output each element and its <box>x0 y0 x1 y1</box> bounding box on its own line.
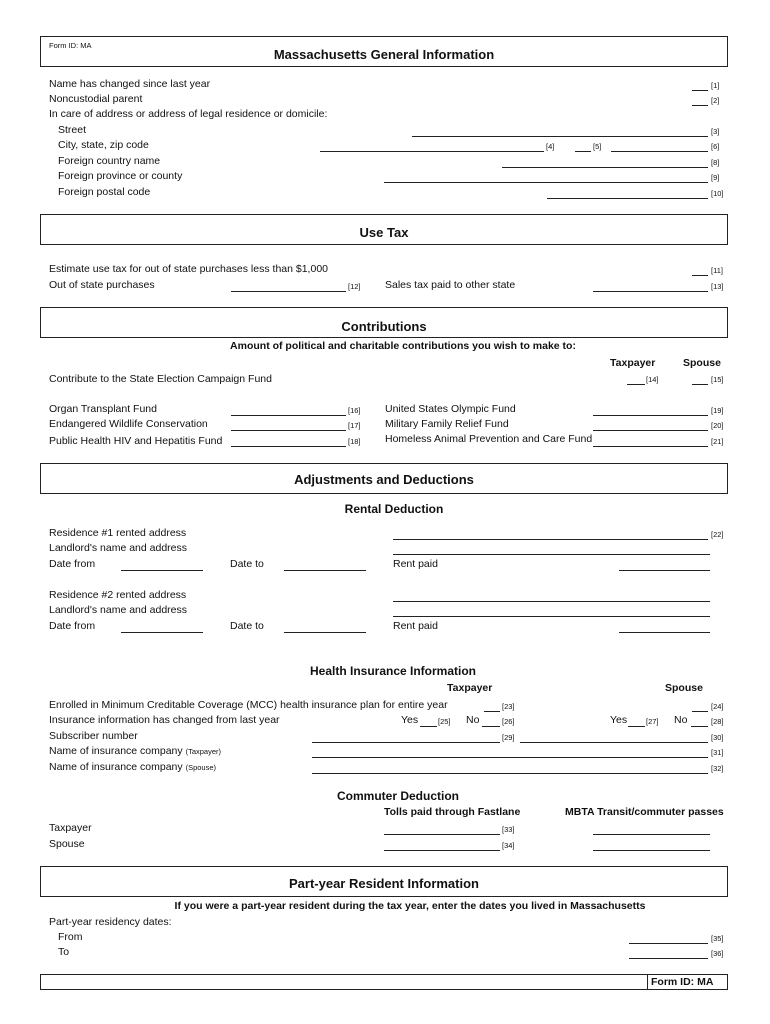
field-foreign-country[interactable] <box>502 167 708 168</box>
field-subscriber-spouse[interactable] <box>520 742 708 743</box>
label-date-from-2: Date from <box>49 620 96 632</box>
ref: [34] <box>502 841 515 850</box>
ref: [15] <box>711 375 724 384</box>
ref: [19] <box>711 406 724 415</box>
adjustments-title: Adjustments and Deductions <box>294 472 474 487</box>
label-foreign-province: Foreign province or county <box>58 170 183 182</box>
field-city[interactable] <box>320 151 544 152</box>
ref: [18] <box>348 437 361 446</box>
ref: [10] <box>711 189 724 198</box>
ref: [8] <box>711 158 720 167</box>
ref: [24] <box>711 702 724 711</box>
ref: [4] <box>546 142 555 151</box>
col-taxpayer: Taxpayer <box>610 357 656 369</box>
ref: [22] <box>711 530 724 539</box>
ref: [23] <box>502 702 515 711</box>
field-foreign-province[interactable] <box>384 182 708 183</box>
field-foreign-postal[interactable] <box>547 198 708 199</box>
contributions-subtitle: Amount of political and charitable contributions you wish to make to: <box>230 340 576 352</box>
label-hiv: Public Health HIV and Hepatitis Fund <box>49 435 223 447</box>
field-yes-spouse[interactable] <box>628 726 645 727</box>
label-sales-tax-paid: Sales tax paid to other state <box>385 279 516 291</box>
ref: [5] <box>593 142 602 151</box>
company-label: Name of insurance company <box>49 745 183 757</box>
field-landlord-1[interactable] <box>393 554 710 555</box>
field-landlord-2[interactable] <box>393 616 710 617</box>
page-title: Massachusetts General Information <box>273 47 495 62</box>
ref: [17] <box>348 421 361 430</box>
field-date-from-2[interactable] <box>121 632 203 633</box>
ref: [26] <box>502 717 515 726</box>
field-rent-paid-2[interactable] <box>619 632 710 633</box>
field-animal[interactable] <box>593 446 708 447</box>
field-noncustodial[interactable] <box>692 105 708 106</box>
health-col-taxpayer: Taxpayer <box>447 682 493 694</box>
field-date-from-1[interactable] <box>121 570 203 571</box>
rental-title: Rental Deduction <box>344 502 444 516</box>
footer-box <box>40 974 728 990</box>
field-hiv[interactable] <box>231 446 346 447</box>
label-election-fund: Contribute to the State Election Campaign Fund <box>49 373 272 385</box>
field-sales-tax-paid[interactable] <box>593 291 708 292</box>
field-tolls-spouse[interactable] <box>384 850 500 851</box>
label-name-changed: Name has changed since last year <box>49 78 211 90</box>
col-tolls: Tolls paid through Fastlane <box>384 806 521 818</box>
label-part-year-dates: Part-year residency dates: <box>49 916 172 928</box>
field-tolls-taxpayer[interactable] <box>384 834 500 835</box>
label-date-from-1: Date from <box>49 558 96 570</box>
label-res1: Residence #1 rented address <box>49 527 187 539</box>
label-olympic: United States Olympic Fund <box>385 403 516 415</box>
label-landlord-1: Landlord's name and address <box>49 542 188 554</box>
label-enrolled: Enrolled in Minimum Creditable Coverage (MCC) health insurance plan for entire year <box>49 699 448 711</box>
ref: [16] <box>348 406 361 415</box>
field-rent-paid-1[interactable] <box>619 570 710 571</box>
ref: [30] <box>711 733 724 742</box>
field-part-year-from[interactable] <box>629 943 708 944</box>
field-company-spouse[interactable] <box>312 773 708 774</box>
col-mbta: MBTA Transit/commuter passes <box>565 806 724 818</box>
label-changed: Insurance information has changed from last year <box>49 714 280 726</box>
company-taxpayer-tag: (Taxpayer) <box>185 747 222 756</box>
label-commuter-taxpayer: Taxpayer <box>49 822 92 834</box>
field-zip[interactable] <box>611 151 708 152</box>
ref: [13] <box>711 282 724 291</box>
label-animal: Homeless Animal Prevention and Care Fund <box>385 433 593 445</box>
label-rent-paid-2: Rent paid <box>393 620 438 632</box>
label-commuter-spouse: Spouse <box>49 838 85 850</box>
ref: [27] <box>646 717 659 726</box>
field-out-of-state[interactable] <box>231 291 346 292</box>
label-military: Military Family Relief Fund <box>385 418 509 430</box>
label-company-spouse <box>49 761 216 773</box>
label-no-taxpayer: No <box>466 714 480 726</box>
ref: [14] <box>646 375 659 384</box>
label-date-to-2: Date to <box>230 620 264 632</box>
field-no-taxpayer[interactable] <box>482 726 500 727</box>
ref: [28] <box>711 717 724 726</box>
label-company-taxpayer <box>49 745 221 757</box>
field-part-year-to[interactable] <box>629 958 708 959</box>
field-no-spouse[interactable] <box>691 726 708 727</box>
ref: [31] <box>711 748 724 757</box>
commuter-title: Commuter Deduction <box>336 789 459 803</box>
footer-form-id: Form ID: MA <box>651 976 714 988</box>
part-year-subtitle: If you were a part-year resident during the tax year, enter the dates you lived in Massachusetts <box>174 900 646 912</box>
label-foreign-country: Foreign country name <box>58 155 161 167</box>
field-date-to-1[interactable] <box>284 570 366 571</box>
field-name-changed[interactable] <box>692 90 708 91</box>
label-landlord-2: Landlord's name and address <box>49 604 188 616</box>
label-from: From <box>58 931 83 943</box>
ref: [6] <box>711 142 720 151</box>
field-res2-address[interactable] <box>393 601 710 602</box>
label-date-to-1: Date to <box>230 558 264 570</box>
field-subscriber-taxpayer[interactable] <box>312 742 500 743</box>
ref: [9] <box>711 173 720 182</box>
ref: [21] <box>711 437 724 446</box>
label-foreign-postal: Foreign postal code <box>58 186 151 198</box>
label-city: City, state, zip code <box>58 139 149 151</box>
label-noncustodial: Noncustodial parent <box>49 93 143 105</box>
label-res2: Residence #2 rented address <box>49 589 187 601</box>
part-year-title: Part-year Resident Information <box>289 876 479 891</box>
health-col-spouse: Spouse <box>665 682 703 694</box>
ref: [3] <box>711 127 720 136</box>
form-id-small: Form ID: MA <box>49 41 92 50</box>
use-tax-title: Use Tax <box>359 225 409 240</box>
label-out-of-state: Out of state purchases <box>49 279 155 291</box>
field-mbta-taxpayer[interactable] <box>593 834 710 835</box>
label-rent-paid-1: Rent paid <box>393 558 438 570</box>
label-subscriber: Subscriber number <box>49 730 138 742</box>
ref: [32] <box>711 764 724 773</box>
field-company-taxpayer[interactable] <box>312 757 708 758</box>
field-res1-address[interactable] <box>393 539 708 540</box>
label-yes-taxpayer: Yes <box>401 714 419 726</box>
ref: [29] <box>502 733 515 742</box>
ref: [35] <box>711 934 724 943</box>
label-organ: Organ Transplant Fund <box>49 403 157 415</box>
field-election-taxpayer[interactable] <box>627 384 645 385</box>
label-street: Street <box>58 124 87 136</box>
label-estimate: Estimate use tax for out of state purchases less than $1,000 <box>49 263 328 275</box>
ref: [1] <box>711 81 720 90</box>
ref: [36] <box>711 949 724 958</box>
field-wildlife[interactable] <box>231 430 346 431</box>
ref: [25] <box>438 717 451 726</box>
ref: [20] <box>711 421 724 430</box>
field-estimate[interactable] <box>692 275 708 276</box>
label-to: To <box>58 946 70 958</box>
field-enrolled-taxpayer[interactable] <box>484 711 500 712</box>
field-organ[interactable] <box>231 415 346 416</box>
field-military[interactable] <box>593 430 708 431</box>
label-care-of: In care of address or address of legal residence or domicile: <box>49 108 328 120</box>
field-yes-taxpayer[interactable] <box>420 726 437 727</box>
field-street[interactable] <box>412 136 708 137</box>
label-wildlife: Endangered Wildlife Conservation <box>49 418 208 430</box>
company-spouse-tag: (Spouse) <box>185 763 217 772</box>
health-title: Health Insurance Information <box>309 664 477 678</box>
label-yes-spouse: Yes <box>610 714 628 726</box>
contributions-title: Contributions <box>341 319 427 334</box>
field-election-spouse[interactable] <box>692 384 708 385</box>
ref: [12] <box>348 282 361 291</box>
field-mbta-spouse[interactable] <box>593 850 710 851</box>
company-label: Name of insurance company <box>49 761 183 773</box>
col-spouse: Spouse <box>683 357 721 369</box>
field-enrolled-spouse[interactable] <box>692 711 708 712</box>
field-state[interactable] <box>575 151 591 152</box>
label-no-spouse: No <box>674 714 688 726</box>
ref: [2] <box>711 96 720 105</box>
field-olympic[interactable] <box>593 415 708 416</box>
ref: [11] <box>711 266 723 275</box>
ref: [33] <box>502 825 515 834</box>
field-date-to-2[interactable] <box>284 632 366 633</box>
